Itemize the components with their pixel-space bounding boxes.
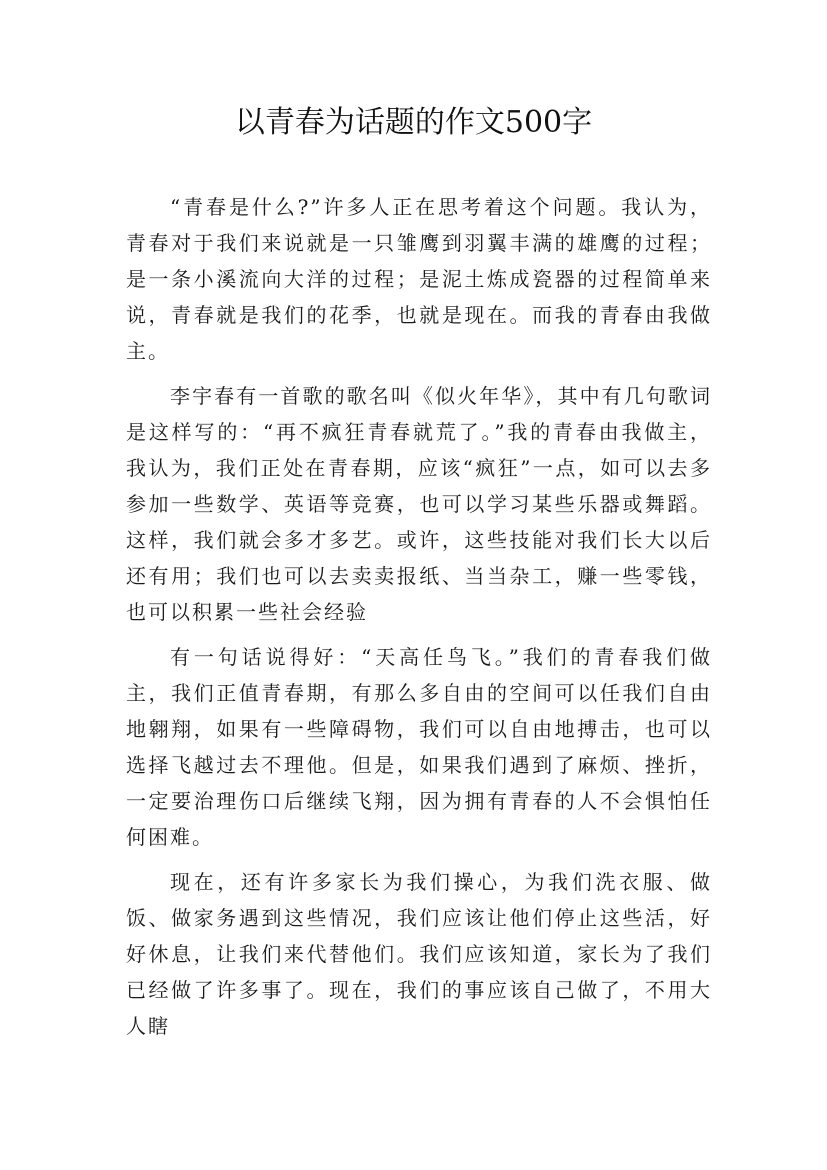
essay-body xyxy=(126,189,712,1044)
document-title: 以青春为话题的作文500字 xyxy=(234,105,593,140)
paragraph-4: 现在，还有许多家长为我们操心，为我们洗衣服、做饭、做家务遇到这些情况，我们应该让他们停止这些活，好好休息，让我们来代替他们。我们应该知道，家长为了我们已经做了许多事了。现在，我们的事应该自己做了，不用大人瞎 xyxy=(126,870,712,1038)
paragraph-2: 李宇春有一首歌的歌名叫《似火年华》，其中有几句歌词是这样写的：“再不疯狂青春就荒了。”我的青春由我做主，我认为，我们正处在青春期，应该“疯狂”一点，如可以去多参加一些数学、英语等竞赛，也可以学习某些乐器或舞蹈。这样，我们就会多才多艺。或许，这些技能对我们长大以后还有用；我们也可以去卖卖报纸、当当杂工，赚一些零钱，也可以积累一些社会经验 xyxy=(126,384,712,624)
paragraph-1: “青春是什么?”许多人正在思考着这个问题。我认为，青春对于我们来说就是一只雏鹰到羽翼丰满的雄鹰的过程；是一条小溪流向大洋的过程；是泥土炼成瓷器的过程简单来说，青春就是我们的花季，也就是现在。而我的青春由我做主。 xyxy=(126,195,712,363)
paragraph-3: 有一句话说得好：“天高任鸟飞。”我们的青春我们做主，我们正值青春期，有那么多自由的空间可以任我们自由地翱翔，如果有一些障碍物，我们可以自由地搏击，也可以选择飞越过去不理他。但是，如果我们遇到了麻烦、挫折，一定要治理伤口后继续飞翔，因为拥有青春的人不会惧怕任何困难。 xyxy=(126,645,712,849)
